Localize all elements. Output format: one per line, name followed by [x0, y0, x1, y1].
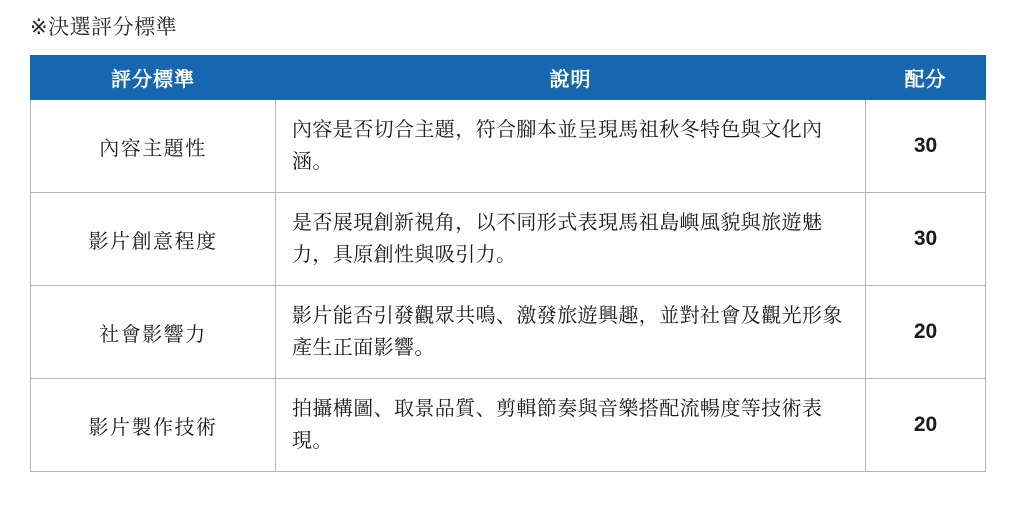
criteria-description: 拍攝構圖、取景品質、剪輯節奏與音樂搭配流暢度等技術表現。 [276, 379, 866, 472]
column-header-score: 配分 [866, 56, 986, 100]
criteria-description: 是否展現創新視角，以不同形式表現馬祖島嶼風貌與旅遊魅力，具原創性與吸引力。 [276, 193, 866, 286]
column-header-description: 說明 [276, 56, 866, 100]
page-title: ※決選評分標準 [30, 16, 178, 39]
criteria-score: 20 [866, 286, 986, 379]
criteria-score: 30 [866, 193, 986, 286]
criteria-description: 影片能否引發觀眾共鳴、激發旅遊興趣，並對社會及觀光形象產生正面影響。 [276, 286, 866, 379]
criteria-name: 影片製作技術 [31, 379, 276, 472]
table-row [31, 286, 986, 379]
criteria-name: 影片創意程度 [31, 193, 276, 286]
column-header-criteria: 評分標準 [31, 56, 276, 100]
table-row [31, 193, 986, 286]
criteria-name: 內容主題性 [31, 100, 276, 193]
criteria-score: 20 [866, 379, 986, 472]
criteria-description: 內容是否切合主題，符合腳本並呈現馬祖秋冬特色與文化內涵。 [276, 100, 866, 193]
table-header-row [31, 56, 986, 100]
criteria-name: 社會影響力 [31, 286, 276, 379]
criteria-score: 30 [866, 100, 986, 193]
scoring-criteria-table [30, 55, 986, 472]
table-row [31, 379, 986, 472]
table-row [31, 100, 986, 193]
